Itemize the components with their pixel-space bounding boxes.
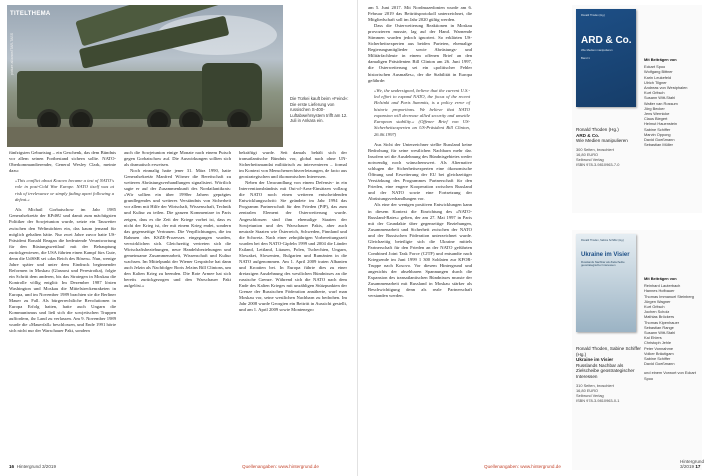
contributor-name: Volker Bräutigam <box>644 350 674 356</box>
book-meta-line: 16,80 EURO <box>576 387 599 393</box>
contributor-name: Kurt Gritsch <box>644 90 665 96</box>
contributor-name: Jörg Becker <box>644 105 665 111</box>
paragraph: am 5. Juni 2017. Mit Nordmazedonien wurde am 6. Februar 2019 das Beitrittsprotokoll unterzeichnet, die Mitgliedschaft soll im Jahr 2020 gültig werden. <box>368 5 472 23</box>
photo-caption <box>290 96 350 124</box>
contributor-name: Thomas Immanuel Steinberg <box>644 293 694 299</box>
book-ad-2 <box>572 230 705 470</box>
paragraph: bekräftigt wurde. Seit damals behält sich der transatlantische Bündnis vor, global nach ohne UN-Sicherheitsmandat militärisch zu intervenieren – formal im Kontext von Menschenrechtsverletzungen, de facto aus geostrategischen und ökonomischen Interessen. <box>239 150 347 180</box>
page-number: 17 <box>695 464 701 469</box>
article-column-2 <box>124 150 231 458</box>
page-number: 16 <box>9 464 15 469</box>
contributor-name: Reinhard Lauterbach <box>644 283 681 289</box>
contributor-name: Kurt Gritsch <box>644 304 665 310</box>
caption-line: Die Türkei kauft beim »Feind«: Die erste Lieferung von <box>290 96 349 107</box>
contributor-name: Peter Vonnahme <box>644 345 673 351</box>
contributor-name: Mathias Bröckers <box>644 314 675 320</box>
missile-launcher-photo <box>7 5 283 147</box>
paragraph: Dass die Osterweiterung Reaktionen in Moskau provozieren musste, lag auf der Hand. Warnende Stimmen wurden jedoch ignoriert. So erklärten US-Sicherheitsexperten aus beiden Parteien, ehemalige Regierungsmitglieder sowie Abrüstungs- und Militärfachleute in einem offenen Brief an den damaligen Präsidenten Bill Clinton am 26. Juni 1997, die Osterweiterung sei ein »politischer Fehler historischen Ausmaßes«, der die Stabilität in Europa gefährde: <box>368 23 472 83</box>
article-column-4 <box>368 5 472 465</box>
contributors-list-2 <box>644 276 702 381</box>
book-subtitle: Wie Medien manipulieren <box>576 138 628 144</box>
photo-credit: picture alliance/ITAR-TASS <box>10 32 14 75</box>
magazine-issue: Hintergrund 3/2019 <box>680 459 705 469</box>
article-column-3 <box>239 150 347 458</box>
contributor-name: Sebastian Müller <box>644 142 673 148</box>
book-title: Ukraine im Visier <box>576 357 614 363</box>
book-meta-line: 310 Seiten, broschiert <box>576 382 614 388</box>
book-meta-line: Selbrund Verlag <box>576 156 604 162</box>
contributor-name: Thomas Kipenhauer <box>644 319 680 325</box>
sources-link[interactable]: Quellenangaben: www.hintergrund.de <box>484 464 561 469</box>
book-meta-line: Selbrund Verlag <box>576 392 604 398</box>
book-meta-line: ISBN 978-3-9810963-0-1 <box>576 397 620 403</box>
contributor-name: Claus Biegert <box>644 116 668 122</box>
right-page <box>357 0 714 476</box>
cover-authors: Ronald Thoden (Hg.) <box>581 14 606 17</box>
book-info-1 <box>576 127 642 167</box>
contributor-name: Karin Leukefeld <box>644 74 672 80</box>
section-label: TITELTHEMA <box>10 11 51 17</box>
caption-line: russischen S-400-Luftabwehrsystem trifft am 12. Juli in Ankara ein. <box>290 107 348 124</box>
paragraph: Aus Sicht der Unterzeichner stellte Russland keine Bedrohung für seine westlichen Nachbarn mehr dar. Insofern sei die Ausdehnung des Bündnisgebietes weder notwendig noch wünschenswert. Als Alternative schlugen die Sicherheitsexperten eine ökonomische Öffnung und Erweiterung der EU bei gleichzeitiger Verstärkung des Programmes Partnerschaft für den Frieden, eine engere Kooperation zwischen Russland und der NATO sowie eine Fortsetzung der Abrüstungsverhandlungen vor. <box>368 141 472 202</box>
contributor-name: David Goeßmann <box>644 361 675 367</box>
contributor-name: Andreas von Westphalen <box>644 85 688 91</box>
book-author: Ronald Thoden, Sabine Schiffer (Hg.) <box>576 346 641 357</box>
cover-subtitle: Russlands Nachbar als Zielscheibe geostrategischer Interessen <box>581 260 625 268</box>
contributor-name: Jochen Scholz <box>644 309 670 315</box>
cover-title: Ukraine im Visier <box>581 252 630 258</box>
block-quote: »We, the undersigned, believe that the current U.S.-led effort to expand NATO, the focus of the recent Helsinki and Paris Summits, is a policy error of historic proportions. We believe that NATO expansion will decrease allied security and unsettle European stability.« (Offener Brief von US-Sicherheitsexperten an US-Präsident Bill Clinton, 26.06.1997) <box>374 87 470 137</box>
contributor-name: Jürgen Wagner <box>644 298 671 304</box>
book-meta <box>576 383 642 403</box>
paragraph: auch die Sowjetunion einige Monate nach einem Putsch gegen Gorbatschow auf. Die Auswirkungen sollten sich als dramatisch erweisen. <box>124 150 231 168</box>
paragraph: Als Michail Gorbatschow im Jahr 1985 Generalsekretär der KPdSU und damit zum mächtigsten Politiker der Sowjetunion wurde, setzte ein Tauwetter zwischen den Weltmächten ein, das kaum jemand für möglich gehalten hätte. Nur zwei Jahre zuvor hatte US-Präsident Ronald Reagan die bedeutende Verantwortung für den Rüstungswettlauf mit der Behauptung zurückgewiesen, die USA führten einen Kampf fürs Gute, denn die UdSSR sei »das Reich des Bösen«. Nun, wenige Jahre später und unter dem Eindruck beginnender Reformen in Moskau (Glasnost und Perestroika), folgte ein Schritt dem anderen, bis das Strategen in Moskau die Kontrolle völlig entglitt: Im Dezember 1987 lösten Washington und Moskau die Mittelstreckenraketen in Europa, und im November 1989 brachten sie die Berliner Mauer zu Fall. Als bürgerrechtliche Revolutionen in Europa Erfolg hatten, hatte auch Ungarn die Kommunismus und ließ sich die sowjetischen Truppen auffordern, ihr Land zu verlassen. Am 9. November 1989 wurde die »Mauerfall« beschlossen, und Ende 1991 hörte sich nicht nur der Warschauer Pakt, sondern <box>9 207 116 334</box>
contributor-name: Hannes Hofbauer <box>644 288 675 294</box>
contributor-name: Ulrich Tilgner <box>644 79 667 85</box>
contributor-name: Jens Wernicke <box>644 111 670 117</box>
page-footer-left <box>9 464 56 469</box>
book-subtitle: Russlands Nachbar als Zielscheibe geostrategischer Interessen <box>576 362 635 379</box>
book-title: ARD & Co. <box>576 132 600 138</box>
page-footer-right <box>680 459 714 469</box>
contributors-heading: Mit Beiträgen von <box>644 276 677 281</box>
contributor-name: Susann Witt-Stahl <box>644 95 676 101</box>
book-author: Ronald Thoden (Hg.) <box>576 127 619 132</box>
book-info-2 <box>576 346 642 403</box>
block-quote: »This conflict about Kosovo became a test of NATO's role in post-Cold War Europe. NATO itself was at risk of irrelevance or simply fading apart following a defeat.« <box>15 178 114 203</box>
cover-title: ARD & Co. <box>581 35 632 46</box>
contributor-name: Eckart Spoo <box>644 64 666 70</box>
sources-link[interactable]: Quellenangaben: www.hintergrund.de <box>242 464 319 469</box>
book-meta-line: 300 Seiten, broschiert <box>576 146 614 152</box>
contributor-name: Kai Ehlers <box>644 335 662 341</box>
contributor-name: Sabine Schiffer <box>644 356 671 362</box>
contributor-name: Marvin Oppong <box>644 131 671 137</box>
cover-band: Band 1 <box>581 56 590 60</box>
contributor-name: Helmut Hauenstein <box>644 121 678 127</box>
book-cover-1[interactable] <box>576 9 636 107</box>
paragraph: Als eine der wenigen positiven Entwicklungen kann in diesem Kontext die Einrichtung des »NATO-Russland-Rates« gelten, der am 27. Mai 1997 in Paris mit der Grundakte über gegenseitige Beziehungen, Zusammenarbeit und Sicherheit zwischen der NATO und der Russischen Föderation unterzeichnet wurde. Gleichzeitig beteiligte sich die Ukraine mittels Partnerschaft für den Frieden an der NATO geführten Combined Joint Task Force (CJTF) und entsandte nach Kriegsende im Juni 1999 1 300 Soldaten zur KFOR-Truppe nach Kosovo. Vor diesem Hintergrund und angesichts der absehbaren Spannungen durch die Expansion des transatlantischen Bündnisses musste der Zusammenarbeit mit Russland in Moskau stärker als Beschwichtigung denn als reale Partnerschaft verstanden werden. <box>368 202 472 299</box>
contributors-tail: und einem Vorwort von Eckart Spoo <box>644 370 696 381</box>
book-meta-line: 16,80 EURO <box>576 151 599 157</box>
paragraph: fünfzigsten Geburtstag – ein Geschenk, das dem Bündnis vor allem seinen Fortbestand sichern sollte. NATO-Oberkommandierender, General Wesley Clark, meinte dazu: <box>9 150 116 174</box>
cover-authors: Ronald Thoden, Sabine Schiffer (Hg.) <box>581 239 625 242</box>
contributor-name: Susann Witt-Stahl <box>644 330 676 336</box>
cover-subtitle: Wie Medien manipulieren <box>581 48 613 52</box>
contributor-name: David Goeßmann <box>644 137 675 143</box>
contributors-heading: Mit Beiträgen von <box>644 57 677 62</box>
book-ad-1 <box>572 5 702 213</box>
book-cover-2[interactable] <box>576 234 636 332</box>
paragraph: Neben der Umwandlung von einem Defensiv- in ein Interventionsbündnis mit Out-of-Area-Einsätzen vollzog die NATO noch einen weiteren entscheidenden Entwicklungsschritt: Sie gründete im Jahr 1994 das Programm Partnerschaft für den Frieden (PfP), das zum zentralen Element der Osterweiterung wurde. Angeschlossen sind ihm ehemalige Staaten der Sowjetunion und des Warschauer Pakts, aber auch neutrale Staaten wie Österreich, Schweden, Finnland und die Schweiz. Nach einer zehnjährigen Vorbereitungszeit wurden bei den NATO-Gipfeln 1999 und 2004 die Länder Estland, Lettland, Litauen, Polen, Tschechien, Ungarn, Slowakei, Slowenien, Bulgarien und Rumänien in die NATO aufgenommen. Am 1. April 2009 traten Albanien und Kroatien bei. In Europa führte dies zu einer dreiaxigen Ausdehnung des westlichen Bündnisses an die russische Grenze. Während sich die NATO nach dem Ende des Kalten Krieges mit unzähligen Stützpunkten der Grenze der Russischen Föderation annäherte, warf man Moskau vor, seine westlichen Nachbarn zu bedrohen. Im Jahr 2008 wurde Georgien ein Beitritt in Aussicht gestellt, und am 1. April 2009 sowie Montenegro <box>239 180 347 313</box>
contributors-list-1 <box>644 57 702 147</box>
article-column-1 <box>9 150 116 458</box>
magazine-issue: Hintergrund 3/2019 <box>16 464 57 469</box>
contributor-name: Sebastian Range <box>644 324 674 330</box>
contributor-name: Walter van Rossum <box>644 100 678 106</box>
book-meta-line: ISBN 978-3-9810963-7-0 <box>576 161 620 167</box>
paragraph: Noch einmalig hatte jener 31. März 1990, hatte Generalsekretär Manfred Wörner die Bereitschaft zu weiteren Abrüstungsverhandlungen signalisiert. Wörtlich sagte er auf der Zusammenkunft des Nordatlantikrats: »Wir sollten ein über 1990er Jahren geprägtes grundlegendes und weiteres Verständnis von Sicherheit vor allem mit Hilfe der Wirtschaft, Wissenschaft, Technik und Kultur zu teilen. Die ganzen Kommentare in Paris zeigen, dass es die Zeit der Kriege vorbei ist, dass es nicht der Krieg ist, der mit einem Krieg endet, sondern das gegenseitige Vertrauen. Die Verpflichtungen, die im Rahmen des KSZE-Prozesses eingegangen wurden, verwirklichen sich. Gleichzeitig vertreten sich die Wirtschaftsbeziehungen, neue Handelsbeziehungen und gemeinsame Zusammenarbeit, Wissenschaft und Kultur wachsen. Im Mittelpunkt der Wiener Gespräche hat dann auch Jelzin als Nachfolger Boris Jelzins Bill Clintons, um den Kalten Krieg zu beenden. Die Rote Armee hat sich bereits zurückgezogen und den Warschauer Pakt aufgelöst.« <box>124 168 231 289</box>
contributor-name: Sabine Schiffer <box>644 126 671 132</box>
contributor-name: Christoph Jehle <box>644 340 672 346</box>
contributor-name: Wolfgang Bittner <box>644 69 673 75</box>
book-meta <box>576 147 642 167</box>
